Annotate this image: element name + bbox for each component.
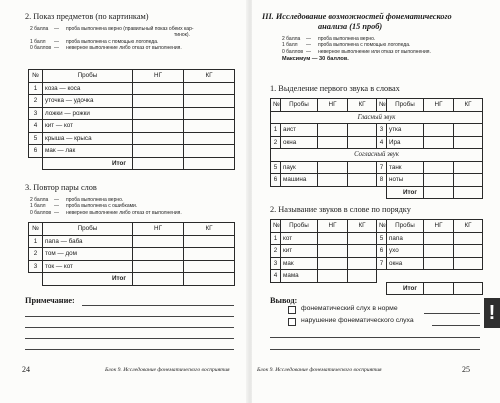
- table-row: [29, 260, 235, 273]
- table-cell: 2: [271, 136, 281, 149]
- table-row: [271, 257, 483, 270]
- table-cell: НГ: [318, 220, 348, 233]
- grading-line: 0 баллов — неверное выполнение либо отказ от выполнения.: [30, 209, 182, 216]
- table-cell: мак — лак: [43, 145, 133, 158]
- score-cell[interactable]: [348, 245, 377, 258]
- answer-line[interactable]: [432, 325, 480, 326]
- table-row: [271, 124, 483, 137]
- table-cell: 8: [377, 174, 387, 187]
- page-footer: Блок 9. Исследование фонематического восприятия: [105, 367, 230, 373]
- total-cell[interactable]: [424, 282, 454, 295]
- table-cell: 3: [29, 107, 43, 120]
- grading-line: 1 балл — проба выполнена с помощью логопеда.: [282, 42, 411, 49]
- table-header-row: [29, 70, 235, 83]
- task1-table: [270, 98, 483, 199]
- total-label: Итог: [387, 282, 424, 295]
- table-cell: 4: [29, 120, 43, 133]
- table-cell: папа — баба: [43, 235, 133, 248]
- right-grading: [282, 36, 431, 55]
- score-cell[interactable]: [424, 232, 454, 245]
- score-cell[interactable]: [133, 120, 184, 133]
- table-cell: 7: [377, 257, 387, 270]
- table-cell: НГ: [133, 223, 184, 236]
- score-cell[interactable]: [454, 174, 483, 187]
- table-row: [29, 145, 235, 158]
- score-cell[interactable]: [348, 270, 377, 283]
- option-label-normal: фонематический слух в норме: [301, 305, 398, 312]
- total-label: Итог: [387, 186, 424, 199]
- grading-line: 1 балл — проба выполнена с ошибками.: [30, 203, 138, 210]
- score-cell[interactable]: [348, 124, 377, 137]
- table-cell: кот: [281, 232, 318, 245]
- score-cell[interactable]: [184, 235, 235, 248]
- table-cell: коза — коса: [43, 82, 133, 95]
- section2-table: [28, 69, 235, 170]
- table-row: [271, 232, 483, 245]
- note-line[interactable]: [25, 316, 234, 317]
- table-cell: [377, 270, 483, 283]
- table-cell: 5: [29, 132, 43, 145]
- score-cell[interactable]: [348, 136, 377, 149]
- table-header-row: [271, 99, 483, 112]
- table-cell: КГ: [454, 99, 483, 112]
- score-cell[interactable]: [318, 257, 348, 270]
- table-cell: аист: [281, 124, 318, 137]
- section-title: III. Исследование возможностей фонематического: [262, 12, 452, 21]
- table-cell: №: [271, 220, 281, 233]
- score-cell[interactable]: [184, 145, 235, 158]
- table-cell: 2: [271, 245, 281, 258]
- table-cell: КГ: [184, 223, 235, 236]
- score-cell[interactable]: [184, 132, 235, 145]
- total-label: Итог: [43, 157, 133, 170]
- table-row: [29, 235, 235, 248]
- subheader-row: [271, 111, 483, 124]
- score-cell[interactable]: [318, 124, 348, 137]
- score-cell[interactable]: [184, 107, 235, 120]
- total-row: [271, 186, 483, 199]
- answer-line[interactable]: [270, 337, 480, 338]
- total-row: [271, 282, 483, 295]
- table-cell: №: [377, 220, 387, 233]
- score-cell[interactable]: [133, 145, 184, 158]
- total-cell[interactable]: [454, 282, 483, 295]
- score-cell[interactable]: [133, 235, 184, 248]
- score-cell[interactable]: [318, 174, 348, 187]
- grading-line: 1 балл — проба выполнена с помощью логопеда.: [30, 38, 159, 45]
- score-cell[interactable]: [454, 124, 483, 137]
- table-cell: 5: [377, 232, 387, 245]
- table-header-row: [271, 220, 483, 233]
- table-cell: 3: [377, 124, 387, 137]
- option-checkbox-impaired[interactable]: [288, 318, 296, 326]
- answer-line[interactable]: [424, 313, 480, 314]
- note-label: Примечание:: [25, 296, 75, 305]
- subheader-row: [271, 149, 483, 162]
- note-line[interactable]: [25, 338, 234, 339]
- table-cell: №: [271, 99, 281, 112]
- table-row: [29, 248, 235, 261]
- table-cell: [271, 186, 377, 199]
- task2-table: [270, 219, 483, 295]
- score-cell[interactable]: [454, 245, 483, 258]
- page-number: 24: [22, 365, 30, 374]
- score-cell[interactable]: [454, 161, 483, 174]
- score-cell[interactable]: [424, 257, 454, 270]
- table-cell: 2: [29, 95, 43, 108]
- table-cell: окна: [281, 136, 318, 149]
- task2-title: 2. Называние звуков в слове по порядку: [270, 205, 411, 214]
- table-cell: КГ: [454, 220, 483, 233]
- table-cell: ноты: [387, 174, 424, 187]
- table-cell: Пробы: [387, 99, 424, 112]
- table-cell: 1: [271, 232, 281, 245]
- score-cell[interactable]: [454, 232, 483, 245]
- table-cell: [377, 282, 387, 295]
- score-cell[interactable]: [348, 257, 377, 270]
- conclusion-label: Вывод:: [270, 296, 298, 305]
- score-cell[interactable]: [133, 260, 184, 273]
- score-cell[interactable]: [318, 136, 348, 149]
- table-cell: Пробы: [43, 223, 133, 236]
- task1-title: 1. Выделение первого звука в словах: [270, 84, 400, 93]
- total-cell[interactable]: [184, 157, 235, 170]
- left-page: [0, 0, 248, 403]
- section2-title: 2. Показ предметов (по картинкам): [25, 12, 149, 21]
- table-row: [271, 136, 483, 149]
- exclamation-marker: !: [484, 298, 500, 328]
- total-cell[interactable]: [454, 186, 483, 199]
- table-cell: 1: [271, 124, 281, 137]
- table-row: [271, 174, 483, 187]
- table-cell: 6: [271, 174, 281, 187]
- right-page: [252, 0, 500, 403]
- total-cell[interactable]: [133, 273, 184, 286]
- table-cell: танк: [387, 161, 424, 174]
- max-score: Максимум — 30 баллов.: [282, 56, 349, 62]
- score-cell[interactable]: [184, 248, 235, 261]
- total-row: [29, 273, 235, 286]
- score-cell[interactable]: [133, 132, 184, 145]
- col-ng: НГ: [133, 70, 184, 83]
- grading-line: 0 баллов — неверное выполнение либо отказ от выполнения.: [30, 45, 182, 52]
- table-row: [271, 245, 483, 258]
- table-header-row: [29, 223, 235, 236]
- table-cell: 6: [29, 145, 43, 158]
- table-cell: крыша — крыса: [43, 132, 133, 145]
- total-cell[interactable]: [424, 186, 454, 199]
- table-cell: 1: [29, 82, 43, 95]
- table-row: [271, 270, 483, 283]
- note-line[interactable]: [82, 305, 234, 306]
- score-cell[interactable]: [133, 107, 184, 120]
- score-cell[interactable]: [133, 82, 184, 95]
- score-cell[interactable]: [184, 260, 235, 273]
- table-cell: №: [377, 99, 387, 112]
- table-cell: 3: [271, 257, 281, 270]
- table-cell: окна: [387, 257, 424, 270]
- section3-grading: [30, 197, 182, 216]
- table-cell: 4: [271, 270, 281, 283]
- total-cell[interactable]: [133, 157, 184, 170]
- table-cell: 2: [29, 248, 43, 261]
- page-footer: Блок 9. Исследование фонематического восприятия: [257, 367, 382, 373]
- consonant-subheader: Согласный звук: [271, 149, 483, 162]
- table-cell: ложки — рожки: [43, 107, 133, 120]
- table-cell: Пробы: [387, 220, 424, 233]
- table-cell: КГ: [348, 99, 377, 112]
- section3-title: 3. Повтор пары слов: [25, 183, 97, 192]
- table-cell: [29, 273, 43, 286]
- option-label-impaired: нарушение фонематического слуха: [301, 317, 414, 324]
- score-cell[interactable]: [184, 95, 235, 108]
- col-probes: Пробы: [43, 70, 133, 83]
- score-cell[interactable]: [318, 232, 348, 245]
- table-cell: НГ: [424, 220, 454, 233]
- table-cell: №: [29, 223, 43, 236]
- table-row: [29, 120, 235, 133]
- score-cell[interactable]: [424, 136, 454, 149]
- vowel-subheader: Гласный звук: [271, 111, 483, 124]
- score-cell[interactable]: [318, 270, 348, 283]
- note-line[interactable]: [25, 349, 234, 350]
- table-cell: [377, 186, 387, 199]
- grading-line: 2 балла — проба выполнена верно (правильный показ обеих кар-: [30, 26, 194, 32]
- table-cell: 4: [377, 136, 387, 149]
- table-cell: [271, 282, 377, 295]
- score-cell[interactable]: [133, 95, 184, 108]
- score-cell[interactable]: [424, 124, 454, 137]
- grading-line: 2 балла — проба выполнена верно.: [282, 36, 376, 42]
- table-cell: ухо: [387, 245, 424, 258]
- grading-line: 0 баллов — неверное выполнение или отказ от выполнения.: [282, 48, 431, 55]
- score-cell[interactable]: [133, 248, 184, 261]
- table-cell: 6: [377, 245, 387, 258]
- col-kg: КГ: [184, 70, 235, 83]
- table-cell: том — дом: [43, 248, 133, 261]
- table-cell: НГ: [424, 99, 454, 112]
- score-cell[interactable]: [454, 257, 483, 270]
- score-cell[interactable]: [348, 174, 377, 187]
- section2-grading: [30, 26, 194, 52]
- score-cell[interactable]: [348, 232, 377, 245]
- grading-line: 2 балла — проба выполнена верно.: [30, 197, 124, 203]
- table-cell: мак: [281, 257, 318, 270]
- table-cell: ток — кот: [43, 260, 133, 273]
- table-cell: папа: [387, 232, 424, 245]
- score-cell[interactable]: [454, 136, 483, 149]
- score-cell[interactable]: [348, 161, 377, 174]
- col-number: №: [29, 70, 43, 83]
- table-cell: 3: [29, 260, 43, 273]
- total-label: Итог: [43, 273, 133, 286]
- score-cell[interactable]: [424, 245, 454, 258]
- section3-table: [28, 222, 235, 286]
- table-row: [271, 161, 483, 174]
- note-line[interactable]: [25, 327, 234, 328]
- table-cell: НГ: [318, 99, 348, 112]
- table-row: [29, 95, 235, 108]
- table-cell: 5: [271, 161, 281, 174]
- page-number: 25: [462, 365, 470, 374]
- section-title-line2: анализа (15 проб): [318, 22, 383, 31]
- table-cell: КГ: [348, 220, 377, 233]
- table-row: [29, 107, 235, 120]
- table-cell: кит: [281, 245, 318, 258]
- score-cell[interactable]: [184, 82, 235, 95]
- table-cell: паук: [281, 161, 318, 174]
- table-cell: утка: [387, 124, 424, 137]
- score-cell[interactable]: [184, 120, 235, 133]
- table-cell: Пробы: [281, 220, 318, 233]
- total-cell[interactable]: [184, 273, 235, 286]
- table-cell: Пробы: [281, 99, 318, 112]
- total-row: [29, 157, 235, 170]
- table-cell: 1: [29, 235, 43, 248]
- score-cell[interactable]: [318, 245, 348, 258]
- table-cell: 7: [377, 161, 387, 174]
- table-cell: уточка — удочка: [43, 95, 133, 108]
- score-cell[interactable]: [424, 161, 454, 174]
- table-cell: кит — кот: [43, 120, 133, 133]
- table-cell: Ира: [387, 136, 424, 149]
- score-cell[interactable]: [318, 161, 348, 174]
- table-cell: мама: [281, 270, 318, 283]
- table-cell: [29, 157, 43, 170]
- table-cell: машина: [281, 174, 318, 187]
- table-row: [29, 82, 235, 95]
- grading-line: тинок).: [174, 32, 190, 39]
- answer-line[interactable]: [270, 349, 480, 350]
- score-cell[interactable]: [424, 174, 454, 187]
- table-row: [29, 132, 235, 145]
- option-checkbox-normal[interactable]: [288, 306, 296, 314]
